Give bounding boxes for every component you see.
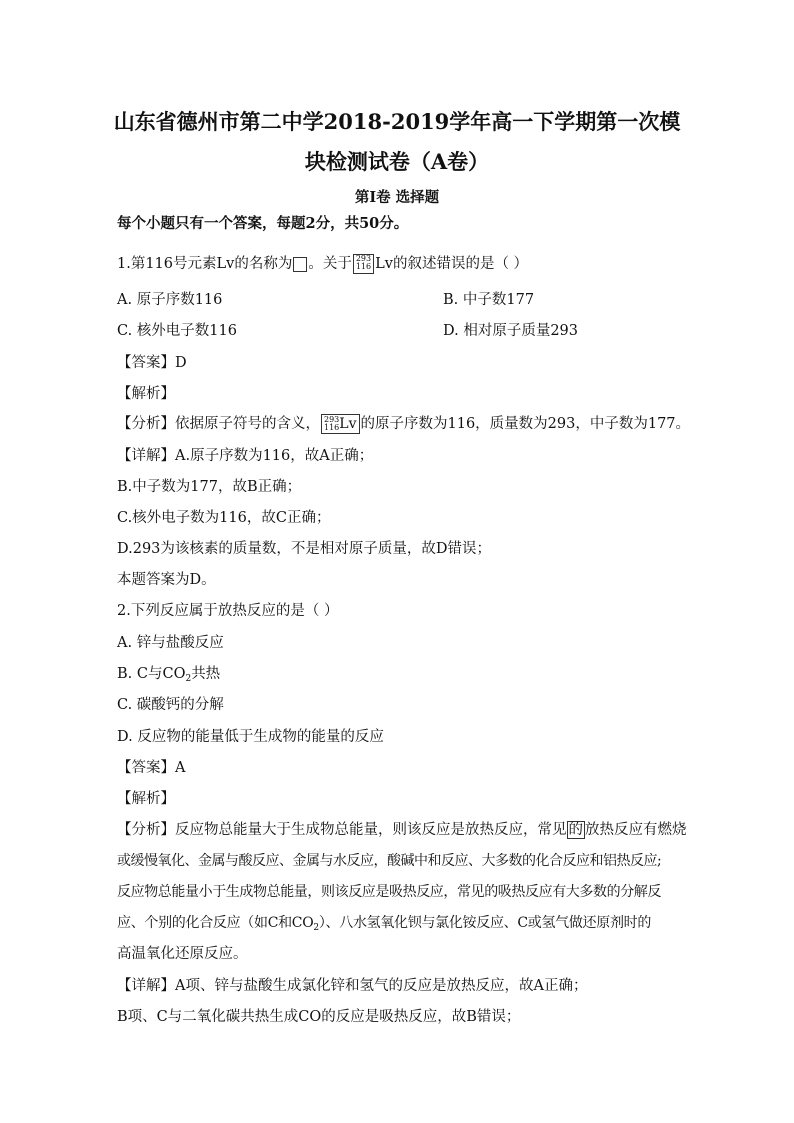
q1-analysis-label: 【解析】 [117,386,175,402]
q2-stem: 2.下列反应属于放热反应的是（ ） [117,603,339,619]
element-name-glyph-icon [293,257,307,272]
q1-option-c: C. 核外电子数116 [117,323,237,339]
q2-fenxi-line-5: 高温氧化还原反应。 [117,946,248,962]
q2-fenxi-1-part-a: 【分析】反应物总能量大于生成物总能量，则该反应是放热反应，常见 [117,822,567,838]
q2-fenxi-4-part-b: ）、八水氢氧化钡与氯化铵反应、C或氢气做还原剂时的 [318,915,652,931]
nuclide-atomic-number-2: 116 [324,423,340,432]
instructions: 每个小题只有一个答案，每题2分，共50分。 [117,215,409,232]
q1-stem [117,254,528,274]
q2-fenxi-4-part-a: 应、个别的化合反应（如C和CO [117,915,314,931]
document-title-line2: 块检测试卷（A卷） [304,149,490,174]
nuclide-element-2: Lv [339,416,357,432]
q1-option-a: A. 原子序数116 [117,292,223,308]
q2-detail-b: B项、C与二氧化碳共热生成CO的反应是吸热反应，故B错误； [117,1009,521,1025]
q2-fenxi-1-part-b: 放热反应有燃烧 [585,822,687,838]
nuclide-element: Lv [375,256,393,272]
q1-fenxi [117,414,690,434]
nuclide-mass-number-2: 293 [324,415,340,424]
q2-answer: 【答案】A [117,760,186,776]
q1-option-b: B. 中子数177 [443,292,535,308]
q2-option-b-part-a: B. C与CO [117,666,186,682]
q1-option-d: D. 相对原子质量293 [443,323,579,339]
q2-fenxi-line-2: 或缓慢氧化、金属与酸反应、金属与水反应，酸碱中和反应、大多数的化合反应和铝热反应; [117,853,662,869]
q2-fenxi-1-boxed-char: 的 [568,822,583,838]
q2-detail-a: 【详解】A项、锌与盐酸生成氯化锌和氢气的反应是放热反应，故A正确； [117,978,588,994]
q2-fenxi-line-4 [117,913,651,938]
section-title: 第Ⅰ卷 选择题 [354,189,440,206]
nuclide-atomic-number: 116 [355,262,372,271]
q1-fenxi-part-b: 的原子序数为116，质量数为293，中子数为177。 [360,416,691,432]
q2-option-a: A. 锌与盐酸反应 [117,635,224,651]
q2-option-d: D. 反应物的能量低于生成物的能量的反应 [117,729,384,745]
q1-detail-2: B.中子数为177，故B正确； [117,479,302,495]
q2-fenxi-line-1 [117,820,687,840]
q1-detail-1: 【详解】A.原子序数为116，故A正确； [117,448,374,464]
q2-option-b-part-b: 共热 [191,666,221,682]
q1-stem-part-a: 1.第116号元素Lv的名称为 [117,256,293,272]
q1-stem-part-b: 。关于 [308,256,352,272]
q1-detail-3: C.核外电子数为116，故C正确； [117,510,331,526]
nuclide-symbol-boxed [321,414,360,434]
q1-stem-part-c: 的叙述错误的是（ ） [392,256,529,272]
q1-conclusion: 本题答案为D。 [117,572,216,588]
nuclide-mass-number: 293 [355,254,372,263]
q1-answer: 【答案】D [117,355,187,371]
q2-fenxi-4-subscript: 2 [313,923,319,933]
q1-fenxi-part-a: 【分析】依据原子符号的含义， [117,416,320,432]
q2-option-b [117,664,220,689]
nuclide-symbol [353,254,374,274]
q1-detail-4: D.293为该核素的质量数，不是相对原子质量，故D错误； [117,541,492,557]
document-title-line1: 山东省德州市第二中学2018-2019学年高一下学期第一次模 [113,109,681,134]
q2-option-c: C. 碳酸钙的分解 [117,697,224,713]
q2-option-b-subscript: 2 [185,674,192,684]
q2-analysis-label: 【解析】 [117,791,175,807]
q2-fenxi-line-3: 反应物总能量小于生成物总能量，则该反应是吸热反应，常见的吸热反应有大多数的分解反 [117,884,661,900]
